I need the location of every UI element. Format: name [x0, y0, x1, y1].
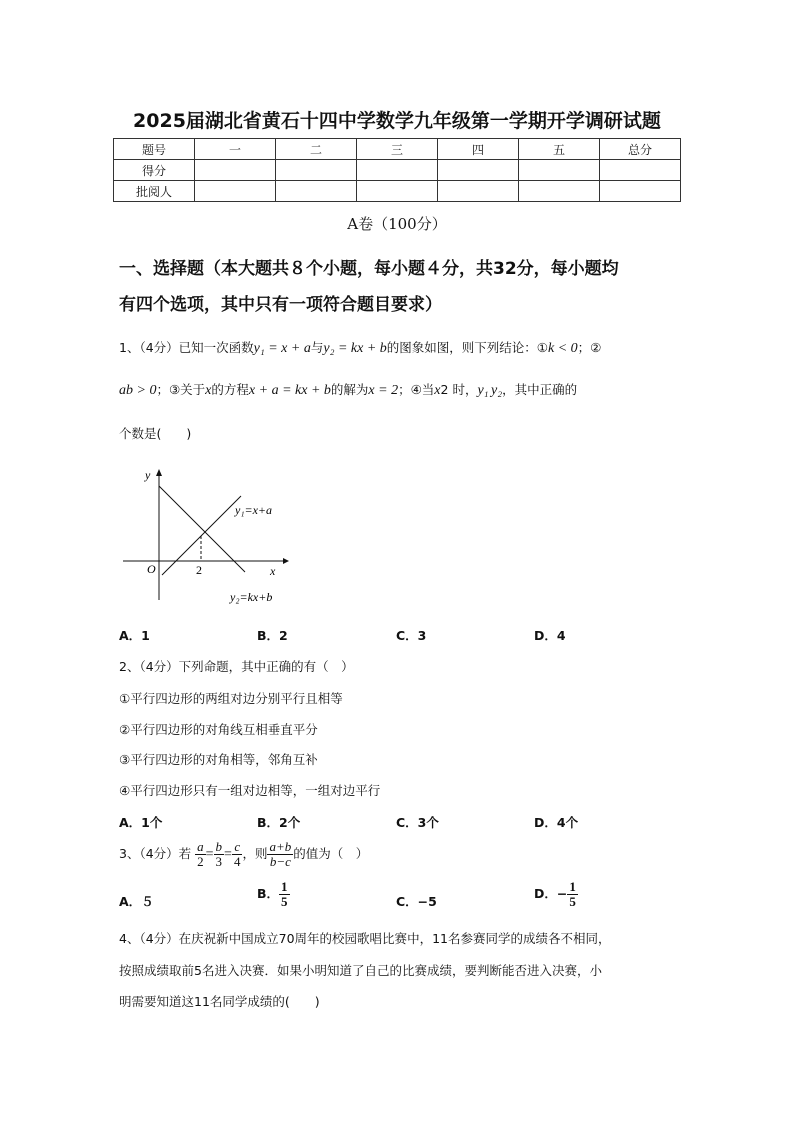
q2-item-4: ④平行四边形只有一组对边相等，一组对边平行 [119, 783, 381, 798]
q2-item-1: ①平行四边形的两组对边分别平行且相等 [119, 691, 343, 706]
row-label: 批阅人 [114, 181, 195, 202]
q4-line3: 明需要知道这11名同学成绩的( ) [119, 994, 320, 1009]
table-header: 五 [519, 139, 600, 160]
score-cell[interactable] [519, 160, 600, 181]
fraction: $\frac{1}{5}$ [281, 879, 288, 909]
score-cell[interactable] [519, 181, 600, 202]
table-header: 一 [195, 139, 276, 160]
score-cell[interactable] [276, 181, 357, 202]
q4-line1: 4、（4分）在庆祝新中国成立70周年的校园歌唱比赛中，11名参赛同学的成绩各不相同， [119, 931, 611, 946]
score-cell[interactable] [357, 160, 438, 181]
score-table [113, 138, 681, 202]
score-cell[interactable] [276, 160, 357, 181]
fraction: $\frac{c}{4}$ [233, 839, 241, 869]
q2-option-d[interactable]: D．4个 [534, 815, 579, 830]
table-row [114, 139, 681, 160]
page-title: 2025届湖北省黄石十四中学数学九年级第一学期开学调研试题 [133, 110, 661, 132]
section-heading-line1: 一、选择题（本大题共８个小题，每小题４分，共32分，每小题均 [119, 259, 619, 279]
table-row [114, 160, 681, 181]
section-a-heading: A卷（100分） [347, 215, 447, 233]
y-arrow-icon [156, 469, 162, 476]
q4-line2: 按照成绩取前5名进入决赛．如果小明知道了自己的比赛成绩，要判断能否进入决赛，小 [119, 963, 602, 978]
q1-graph [115, 460, 295, 610]
q2-option-c[interactable]: C．3个 [396, 815, 439, 830]
tick-label-2: 2 [196, 563, 202, 577]
y-label: y [145, 468, 151, 482]
score-cell[interactable] [438, 181, 519, 202]
x-label: x [270, 564, 276, 578]
table-header: 三 [357, 139, 438, 160]
score-cell[interactable] [195, 160, 276, 181]
q2-item-2: ②平行四边形的对角线互相垂直平分 [119, 722, 318, 737]
q3-option-b[interactable]: B． $\frac{1}{5}$ [257, 879, 288, 909]
q1-option-c[interactable]: C．3 [396, 628, 427, 643]
origin-label: O [147, 562, 156, 576]
q2-stem: 2、（4分）下列命题，其中正确的有（ ） [119, 659, 354, 674]
q3-stem: 3、（4分）若 $\frac{a}{2}$ = $\frac{b}{3}$ = $\frac{c}{4}$ ，则 $\frac{a+b}{b-c}$ 的值为（ ） [119, 839, 369, 869]
q2-option-a[interactable]: A．1个 [119, 815, 163, 830]
q1-line2: ab > 0；③关于x的方程x + a = kx + b的解为x = 2；④当x2 时，y₁ y₂，其中正确的 [119, 382, 578, 398]
table-header: 总分 [600, 139, 681, 160]
q1-line1: 1、（4分）已知一次函数y₁ = x + a与y₂ = kx + b的图象如图，则下列结论：①k < 0；② [119, 340, 602, 356]
q1-option-d[interactable]: D．4 [534, 628, 566, 643]
section-heading-line2: 有四个选项，其中只有一项符合题目要求） [119, 295, 442, 315]
row-label: 得分 [114, 160, 195, 181]
fraction: $\frac{b}{3}$ [215, 839, 223, 869]
line-y2 [159, 486, 245, 572]
table-header: 题号 [114, 139, 195, 160]
q1-option-a[interactable]: A．1 [119, 628, 150, 643]
score-cell[interactable] [438, 160, 519, 181]
table-header: 二 [276, 139, 357, 160]
fraction: $\frac{1}{5}$ [569, 879, 576, 909]
line-y2-label: y₂=kx+b [230, 590, 273, 604]
score-cell[interactable] [600, 181, 681, 202]
q1-option-b[interactable]: B．2 [257, 628, 288, 643]
score-cell[interactable] [600, 160, 681, 181]
table-row [114, 181, 681, 202]
q1-line3: 个数是( ) [119, 426, 192, 441]
q2-option-b[interactable]: B．2个 [257, 815, 301, 830]
table-header: 四 [438, 139, 519, 160]
q3-option-c[interactable]: C．−5 [396, 894, 437, 909]
score-cell[interactable] [357, 181, 438, 202]
line-y1-label: y₁=x+a [235, 503, 273, 517]
q3-option-a[interactable]: A．５ [119, 894, 154, 909]
fraction: $\frac{a+b}{b-c}$ [269, 839, 292, 869]
score-cell[interactable] [195, 181, 276, 202]
q2-item-3: ③平行四边形的对角相等，邻角互补 [119, 752, 318, 767]
x-arrow-icon [283, 558, 289, 564]
q3-option-d[interactable]: D．− $\frac{1}{5}$ [534, 879, 576, 909]
fraction: $\frac{a}{2}$ [197, 839, 204, 869]
